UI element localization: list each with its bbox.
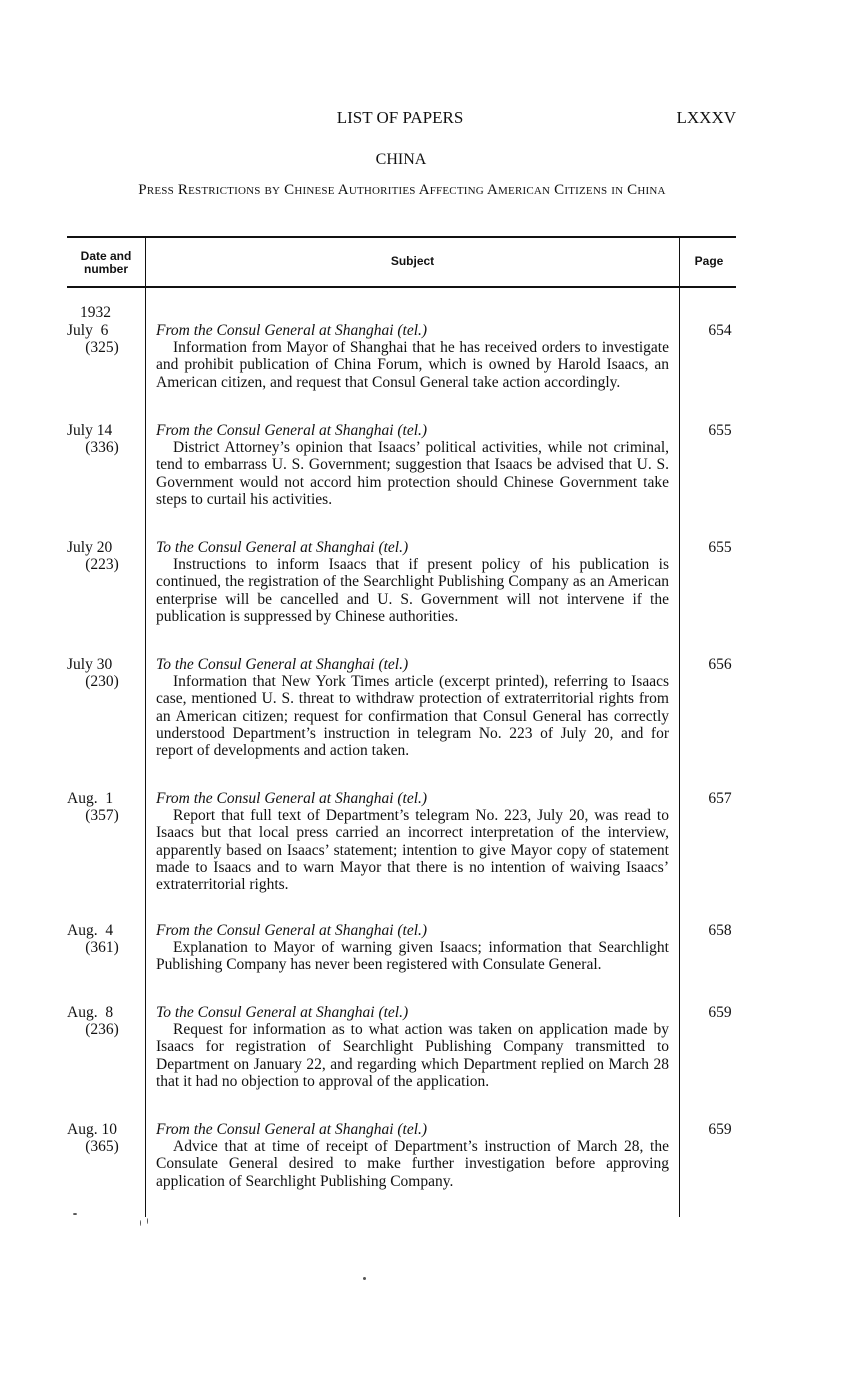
entry-date: July 14 (67, 422, 113, 439)
entry-body: Report that full text of Department’s telegram No. 223, July 20, was read to Isaacs but that local press carried an incorrect interpretation of the interview, apparently based on Isaacs’ statement; intention to give Mayor copy of statement made to Isaacs and to warn Mayor that there is no intention of waiving Isaacs’ extraterritorial rights. (156, 807, 669, 894)
entry-page: 657 (708, 790, 732, 807)
section-title: Press Restrictions by Chinese Authorities Affecting American Citizens in China (138, 182, 666, 198)
entry-number: (365) (85, 1138, 119, 1156)
entry-heading: From the Consul General at Shanghai (tel.) (156, 322, 428, 339)
column-divider-left (145, 237, 146, 1217)
entry-number: (325) (85, 339, 119, 357)
entry-heading: From the Consul General at Shanghai (tel.) (156, 422, 428, 439)
entry-body: Information that New York Times article (excerpt printed), referring to Isaacs case, mentioned U. S. threat to withdraw protection of extraterritorial rights from an American citizen; request for confirmation that Consul General has correctly understood Department’s instruction in telegram No. 223 of July 20, and for report of developments and action taken. (156, 673, 669, 760)
entry-number: (236) (85, 1021, 119, 1039)
entry-page: 659 (708, 1121, 732, 1138)
entry-date: July 20 (67, 539, 113, 556)
scan-speck (140, 1220, 141, 1226)
entry-heading: From the Consul General at Shanghai (tel.) (156, 790, 428, 807)
country-heading: CHINA (375, 151, 427, 168)
year-label: 1932 (80, 304, 111, 321)
entry-page: 658 (708, 922, 732, 939)
entry-body: Request for information as to what action was taken on application made by Isaacs for registration of Searchlight Publishing Company transmitted to Department on January 22, and regarding which Department replied on March 28 that it had no objection to approval of the application. (156, 1021, 669, 1090)
entry-body: Advice that at time of receipt of Department’s instruction of March 28, the Consulate General desired to make further investigation before approving application of Searchlight Publishing Company. (156, 1138, 669, 1190)
scan-speck (73, 1213, 77, 1215)
entry-page: 655 (708, 539, 732, 556)
entry-date: Aug. 8 (67, 1004, 114, 1021)
column-divider-right (679, 237, 680, 1217)
running-head (0, 108, 860, 130)
page-folio: LXXXV (676, 108, 736, 127)
entry-body: Instructions to inform Isaacs that if present policy of his publication is continued, the registration of the Searchlight Publishing Company as an American enterprise will be cancelled and U. S. Government will not intervene if the publication is suppressed by Chinese authorities. (156, 556, 669, 625)
entry-body: Information from Mayor of Shanghai that he has received orders to investigate and prohibit publication of China Forum, which is owned by Harold Isaacs, an American citizen, and request that Consul General take action accordingly. (156, 339, 669, 391)
entry-body: Explanation to Mayor of warning given Isaacs; information that Searchlight Publishing Company has never been registered with Consulate General. (156, 939, 669, 974)
entry-body: District Attorney’s opinion that Isaacs’ political activities, while not criminal, tend to embarrass U. S. Government; suggestion that Isaacs be advised that U. S. Government would not accord him protection should Chinese Government take steps to curtail his activities. (156, 439, 669, 508)
column-header-page: Page (694, 254, 724, 268)
scan-speck (363, 1277, 366, 1280)
entry-date: Aug. 4 (67, 922, 114, 939)
entry-date: Aug. 10 (67, 1121, 117, 1138)
entry-number: (223) (85, 556, 119, 574)
entry-page: 655 (708, 422, 732, 439)
column-header-date: Date and number (80, 249, 132, 276)
entry-page: 659 (708, 1004, 732, 1021)
entry-number: (361) (85, 939, 119, 957)
entry-page: 656 (708, 656, 732, 673)
entry-number: (336) (85, 439, 119, 457)
table-top-rule (67, 236, 736, 238)
entry-page: 654 (708, 322, 732, 339)
entry-date: July 30 (67, 656, 113, 673)
entry-date: July 6 (67, 322, 109, 339)
entry-heading: From the Consul General at Shanghai (tel.) (156, 1121, 428, 1138)
entry-heading: From the Consul General at Shanghai (tel.) (156, 922, 428, 939)
entry-date: Aug. 1 (67, 790, 114, 807)
entry-heading: To the Consul General at Shanghai (tel.) (156, 539, 409, 556)
running-head-title: LIST OF PAPERS (336, 108, 464, 127)
table-header-rule (67, 286, 736, 288)
entry-number: (230) (85, 673, 119, 691)
entry-number: (357) (85, 807, 119, 825)
column-header-subject: Subject (390, 254, 435, 268)
scan-speck (147, 1218, 148, 1224)
entry-heading: To the Consul General at Shanghai (tel.) (156, 656, 409, 673)
entry-heading: To the Consul General at Shanghai (tel.) (156, 1004, 409, 1021)
